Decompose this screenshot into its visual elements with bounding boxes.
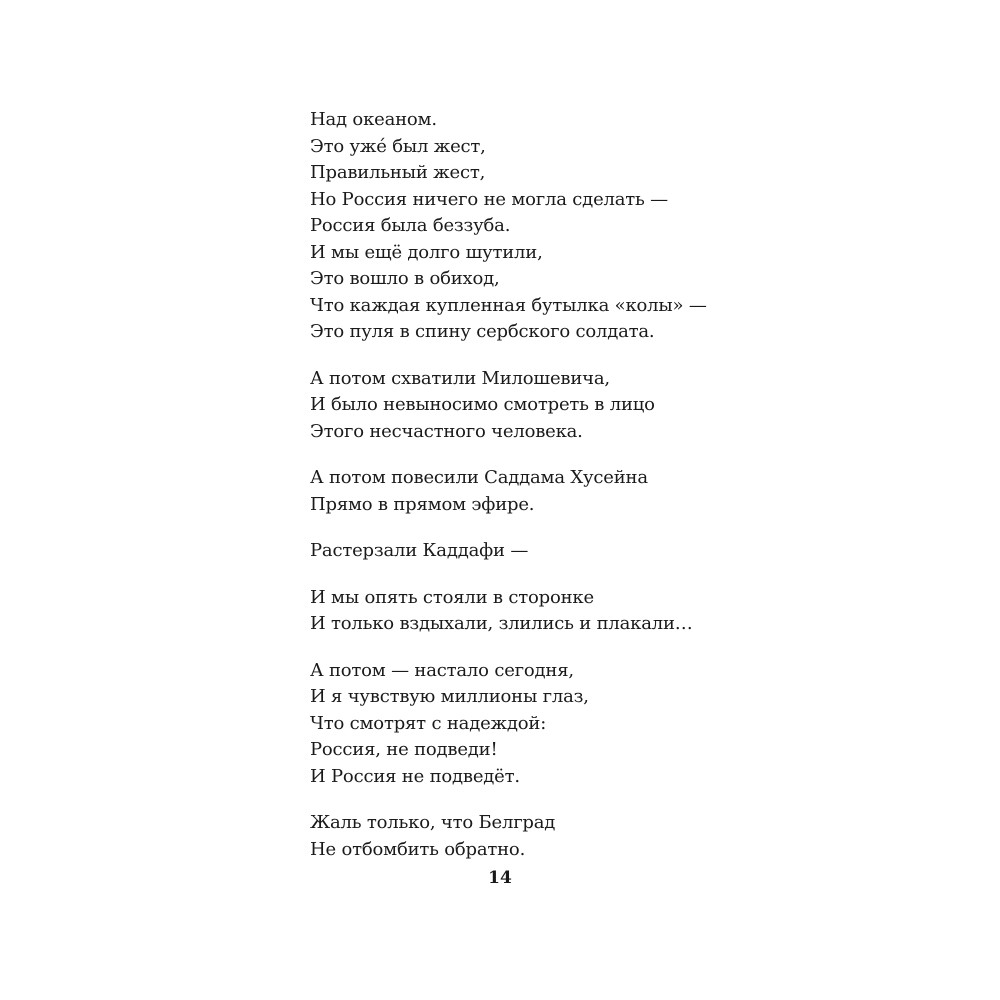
poem-line: И только вздыхали, злились и плакали… <box>310 613 693 634</box>
page-number: 14 <box>488 868 512 888</box>
poem-line: Это пуля в спину сербского солдата. <box>310 321 655 342</box>
stanza-2 <box>310 366 870 446</box>
poem-line: И мы опять стояли в сторонке <box>310 586 594 608</box>
stanza-6 <box>310 658 870 791</box>
stanza-7 <box>310 810 870 863</box>
poem-line: Но Россия ничего не могла сделать — <box>310 188 668 210</box>
poem-line: А потом — настало сегодня, <box>310 659 574 681</box>
stanza-1 <box>310 107 870 346</box>
poem-line: Не отбомбить обратно. <box>310 838 526 860</box>
poem-text <box>310 107 870 883</box>
poem-line: Жаль только, что Белград <box>310 812 556 833</box>
poem-line: Россия была беззуба. <box>310 215 511 236</box>
poem-line: Прямо в прямом эфире. <box>310 493 535 515</box>
poem-line: Что каждая купленная бутылка «колы» — <box>310 294 707 316</box>
poem-line: Над океаном. <box>310 109 437 130</box>
poem-line: Это вошло в обиход, <box>310 268 500 289</box>
poem-line: И Россия не подведёт. <box>310 765 520 787</box>
poem-line: Правильный жест, <box>310 162 486 183</box>
stanza-5 <box>310 585 870 638</box>
stanza-3 <box>310 465 870 518</box>
poem-line: А потом повесили Саддама Хусейна <box>310 467 648 488</box>
poem-line: Растерзали Каддафи — <box>310 540 529 561</box>
poem-line: И мы ещё долго шутили, <box>310 241 543 263</box>
poem-line: Этого несчастного человека. <box>310 420 583 442</box>
poem-line: Это уже́ был жест, <box>310 135 486 157</box>
poem-line: И я чувствую миллионы глаз, <box>310 686 589 707</box>
poem-line: Россия, не подведи! <box>310 739 498 760</box>
stanza-4 <box>310 538 870 565</box>
poem-line: И было невыносимо смотреть в лицо <box>310 394 655 415</box>
poem-line: Что смотрят с надеждой: <box>310 712 547 734</box>
poem-line: А потом схватили Милошевича, <box>310 367 610 389</box>
